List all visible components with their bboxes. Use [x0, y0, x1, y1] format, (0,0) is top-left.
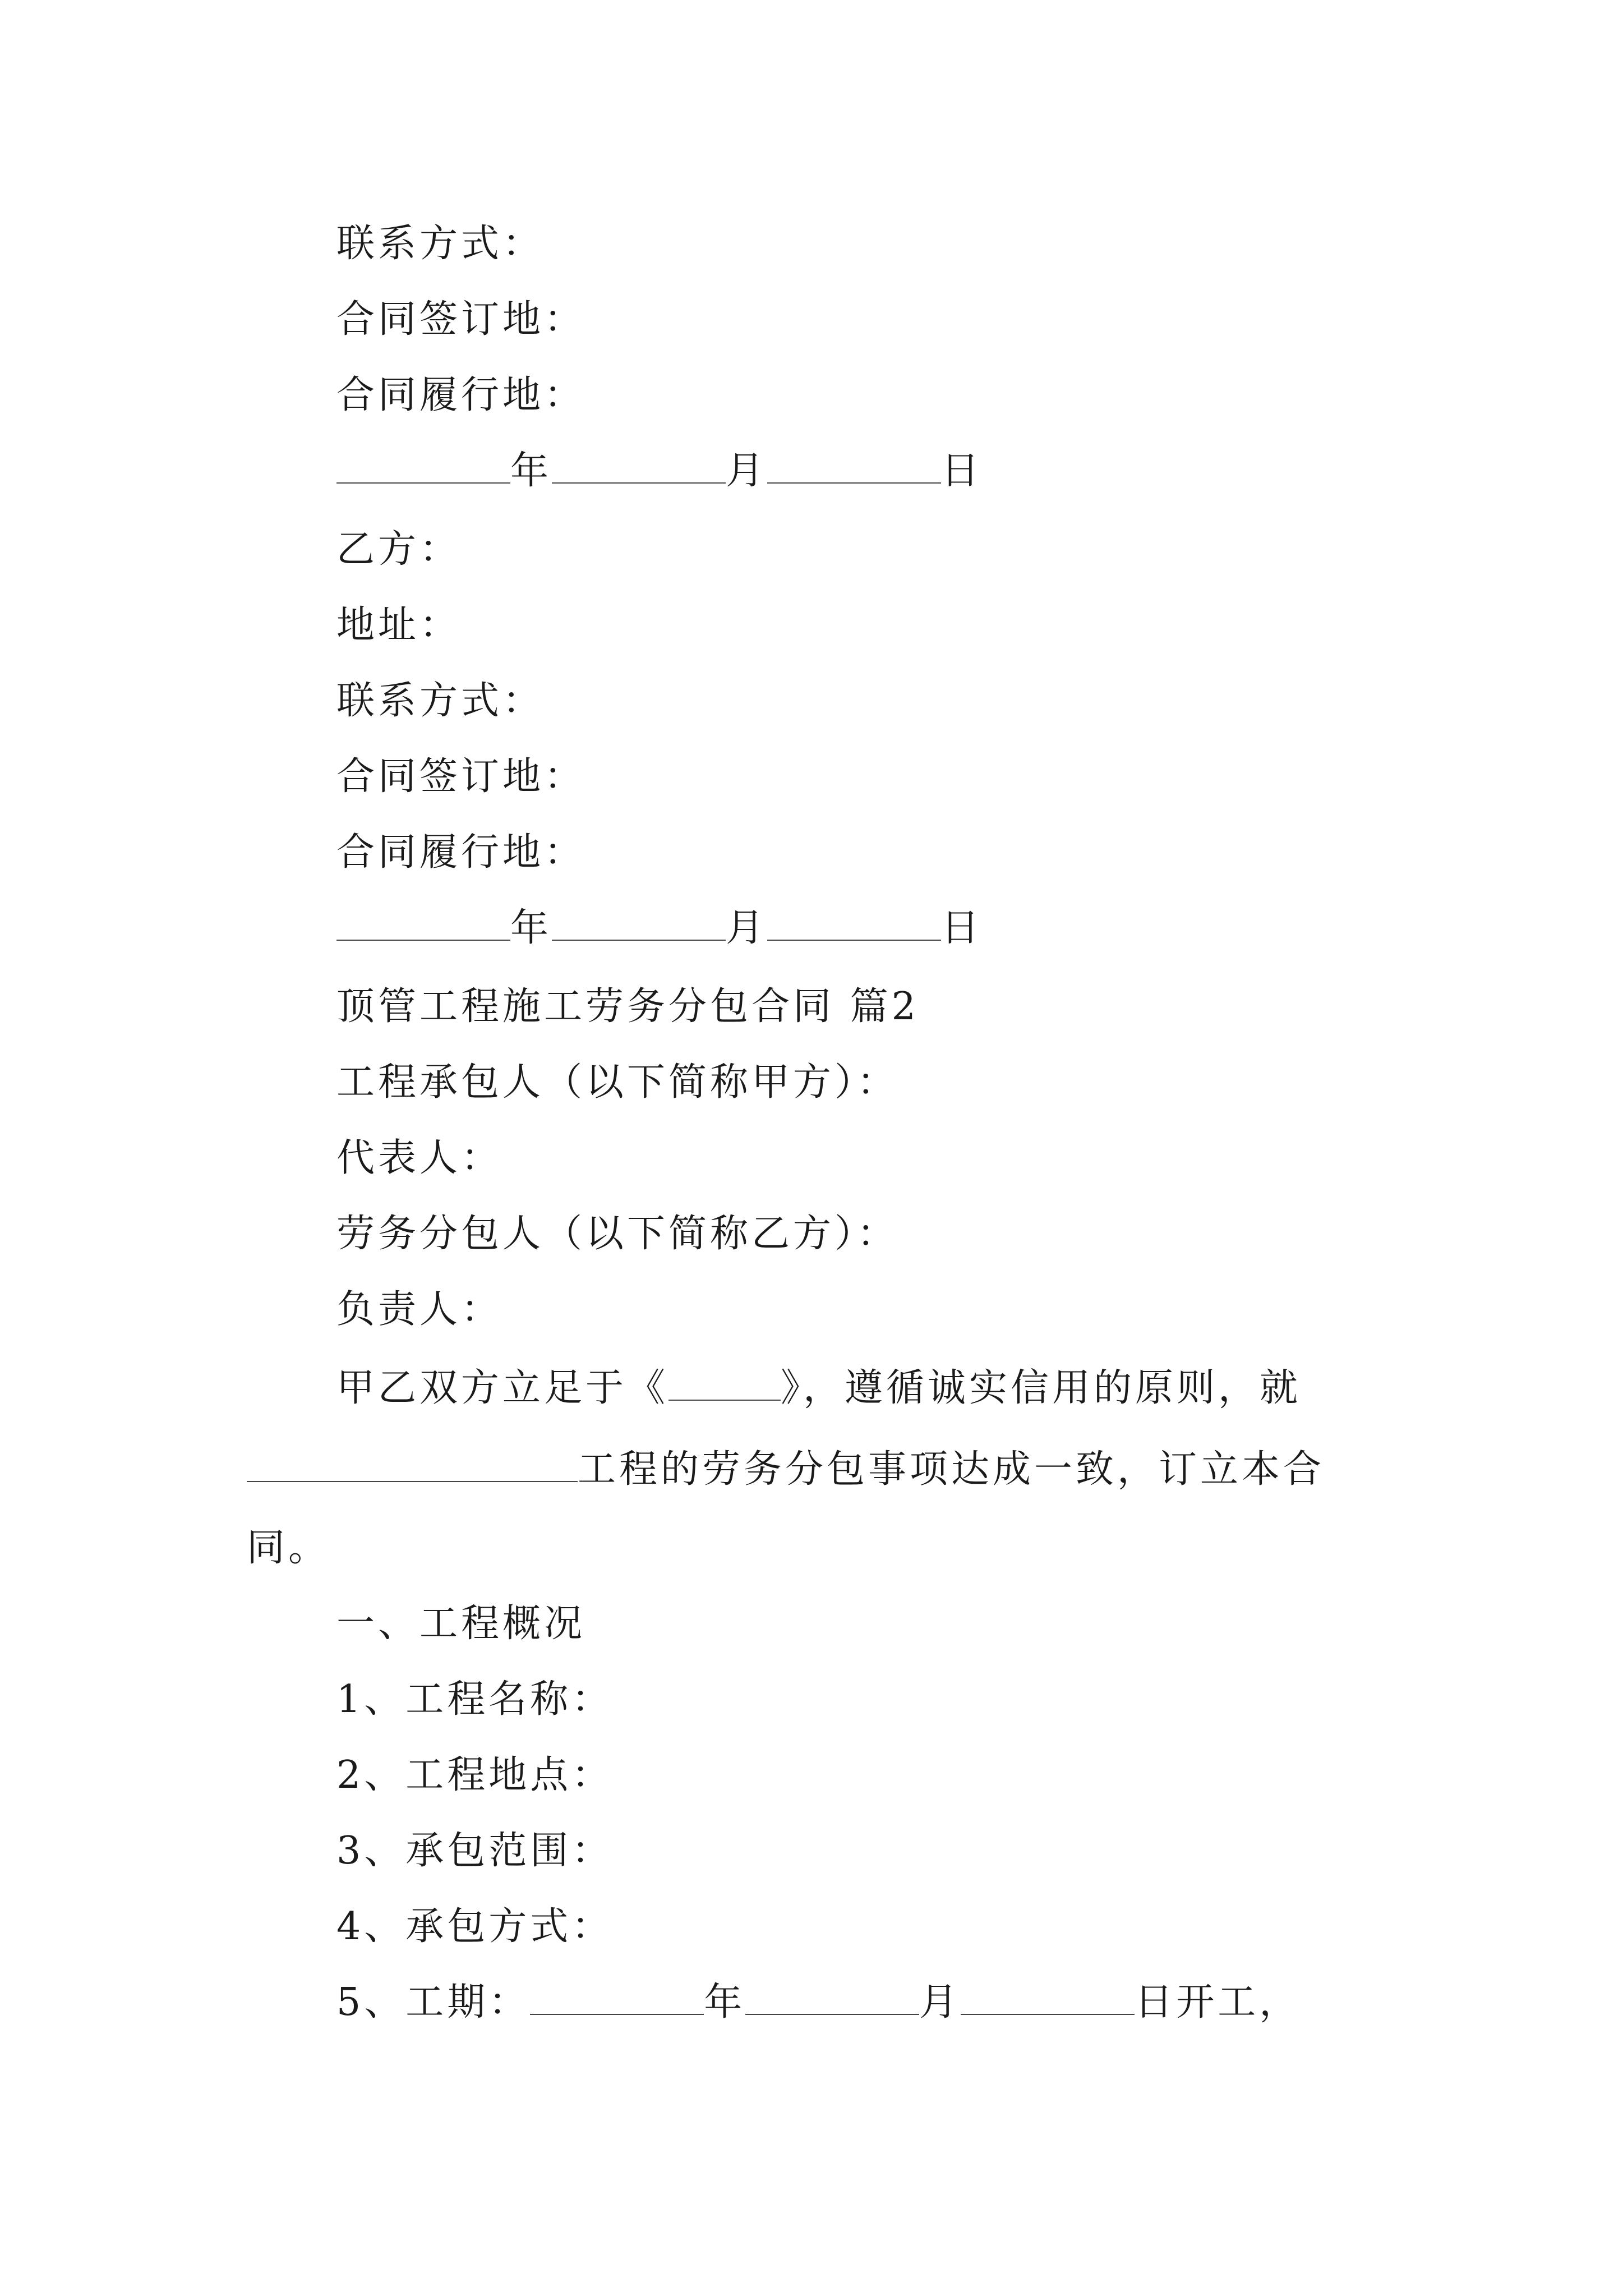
- day-label: 日: [941, 449, 983, 493]
- party-b-perform-place: 合同履行地：: [336, 830, 586, 875]
- year-label: 年: [510, 449, 552, 493]
- year-blank: [336, 450, 510, 484]
- party-b-sign-place: 合同签订地：: [336, 754, 586, 799]
- item-2: 2、工程地点：: [336, 1753, 614, 1797]
- month-label: 月: [726, 906, 768, 950]
- item-5-prefix: 5、工期：: [336, 1980, 531, 2024]
- party-b-address: 地址：: [336, 603, 462, 647]
- contract-title: 顶管工程施工劳务分包合同 篇2: [336, 984, 919, 1029]
- party-a-sign-place: 合同签订地：: [336, 297, 586, 342]
- project-name-blank: [247, 1448, 578, 1482]
- year-label: 年: [704, 1980, 746, 2024]
- contractor-line: 工程承包人（以下简称甲方）：: [336, 1060, 899, 1105]
- year-label: 年: [510, 906, 552, 950]
- month-label: 月: [726, 449, 768, 493]
- preamble-1b: 》，遵循诚实信用的原则，就: [781, 1366, 1302, 1410]
- responsible-line: 负责人：: [336, 1287, 503, 1332]
- month-label: 月: [919, 1980, 961, 2024]
- party-b-label: 乙方：: [336, 527, 462, 572]
- party-b-date-line: [336, 906, 983, 951]
- year-blank: [336, 907, 510, 941]
- item-5: [336, 1980, 1301, 2025]
- preamble-line-3: 同。: [247, 1526, 330, 1570]
- day-blank: [961, 1981, 1135, 2015]
- item-1: 1、工程名称：: [336, 1677, 614, 1722]
- subcontractor-line: 劳务分包人（以下简称乙方）：: [336, 1212, 899, 1256]
- party-a-date-line: [336, 449, 983, 494]
- section-1-heading: 一、工程概况: [336, 1602, 586, 1646]
- day-label: 日开工，: [1135, 1980, 1301, 2024]
- month-blank: [552, 907, 726, 941]
- party-a-perform-place: 合同履行地：: [336, 373, 586, 417]
- party-a-contact: 联系方式：: [336, 222, 545, 266]
- day-label: 日: [941, 906, 983, 950]
- item-3: 3、承包范围：: [336, 1829, 614, 1873]
- day-blank: [767, 907, 941, 941]
- day-blank: [767, 450, 941, 484]
- month-blank: [745, 1981, 919, 2015]
- preamble-2: 工程的劳务分包事项达成一致，订立本合: [578, 1447, 1325, 1492]
- year-blank: [530, 1981, 704, 2015]
- party-b-contact: 联系方式：: [336, 679, 545, 723]
- month-blank: [552, 450, 726, 484]
- preamble-1a: 甲乙双方立足于《: [336, 1366, 669, 1410]
- preamble-line-2: [247, 1447, 1325, 1492]
- item-4: 4、承包方式：: [336, 1904, 614, 1949]
- law-name-blank: [668, 1367, 781, 1401]
- preamble-line-1: [336, 1366, 1301, 1411]
- representative-line: 代表人：: [336, 1136, 503, 1180]
